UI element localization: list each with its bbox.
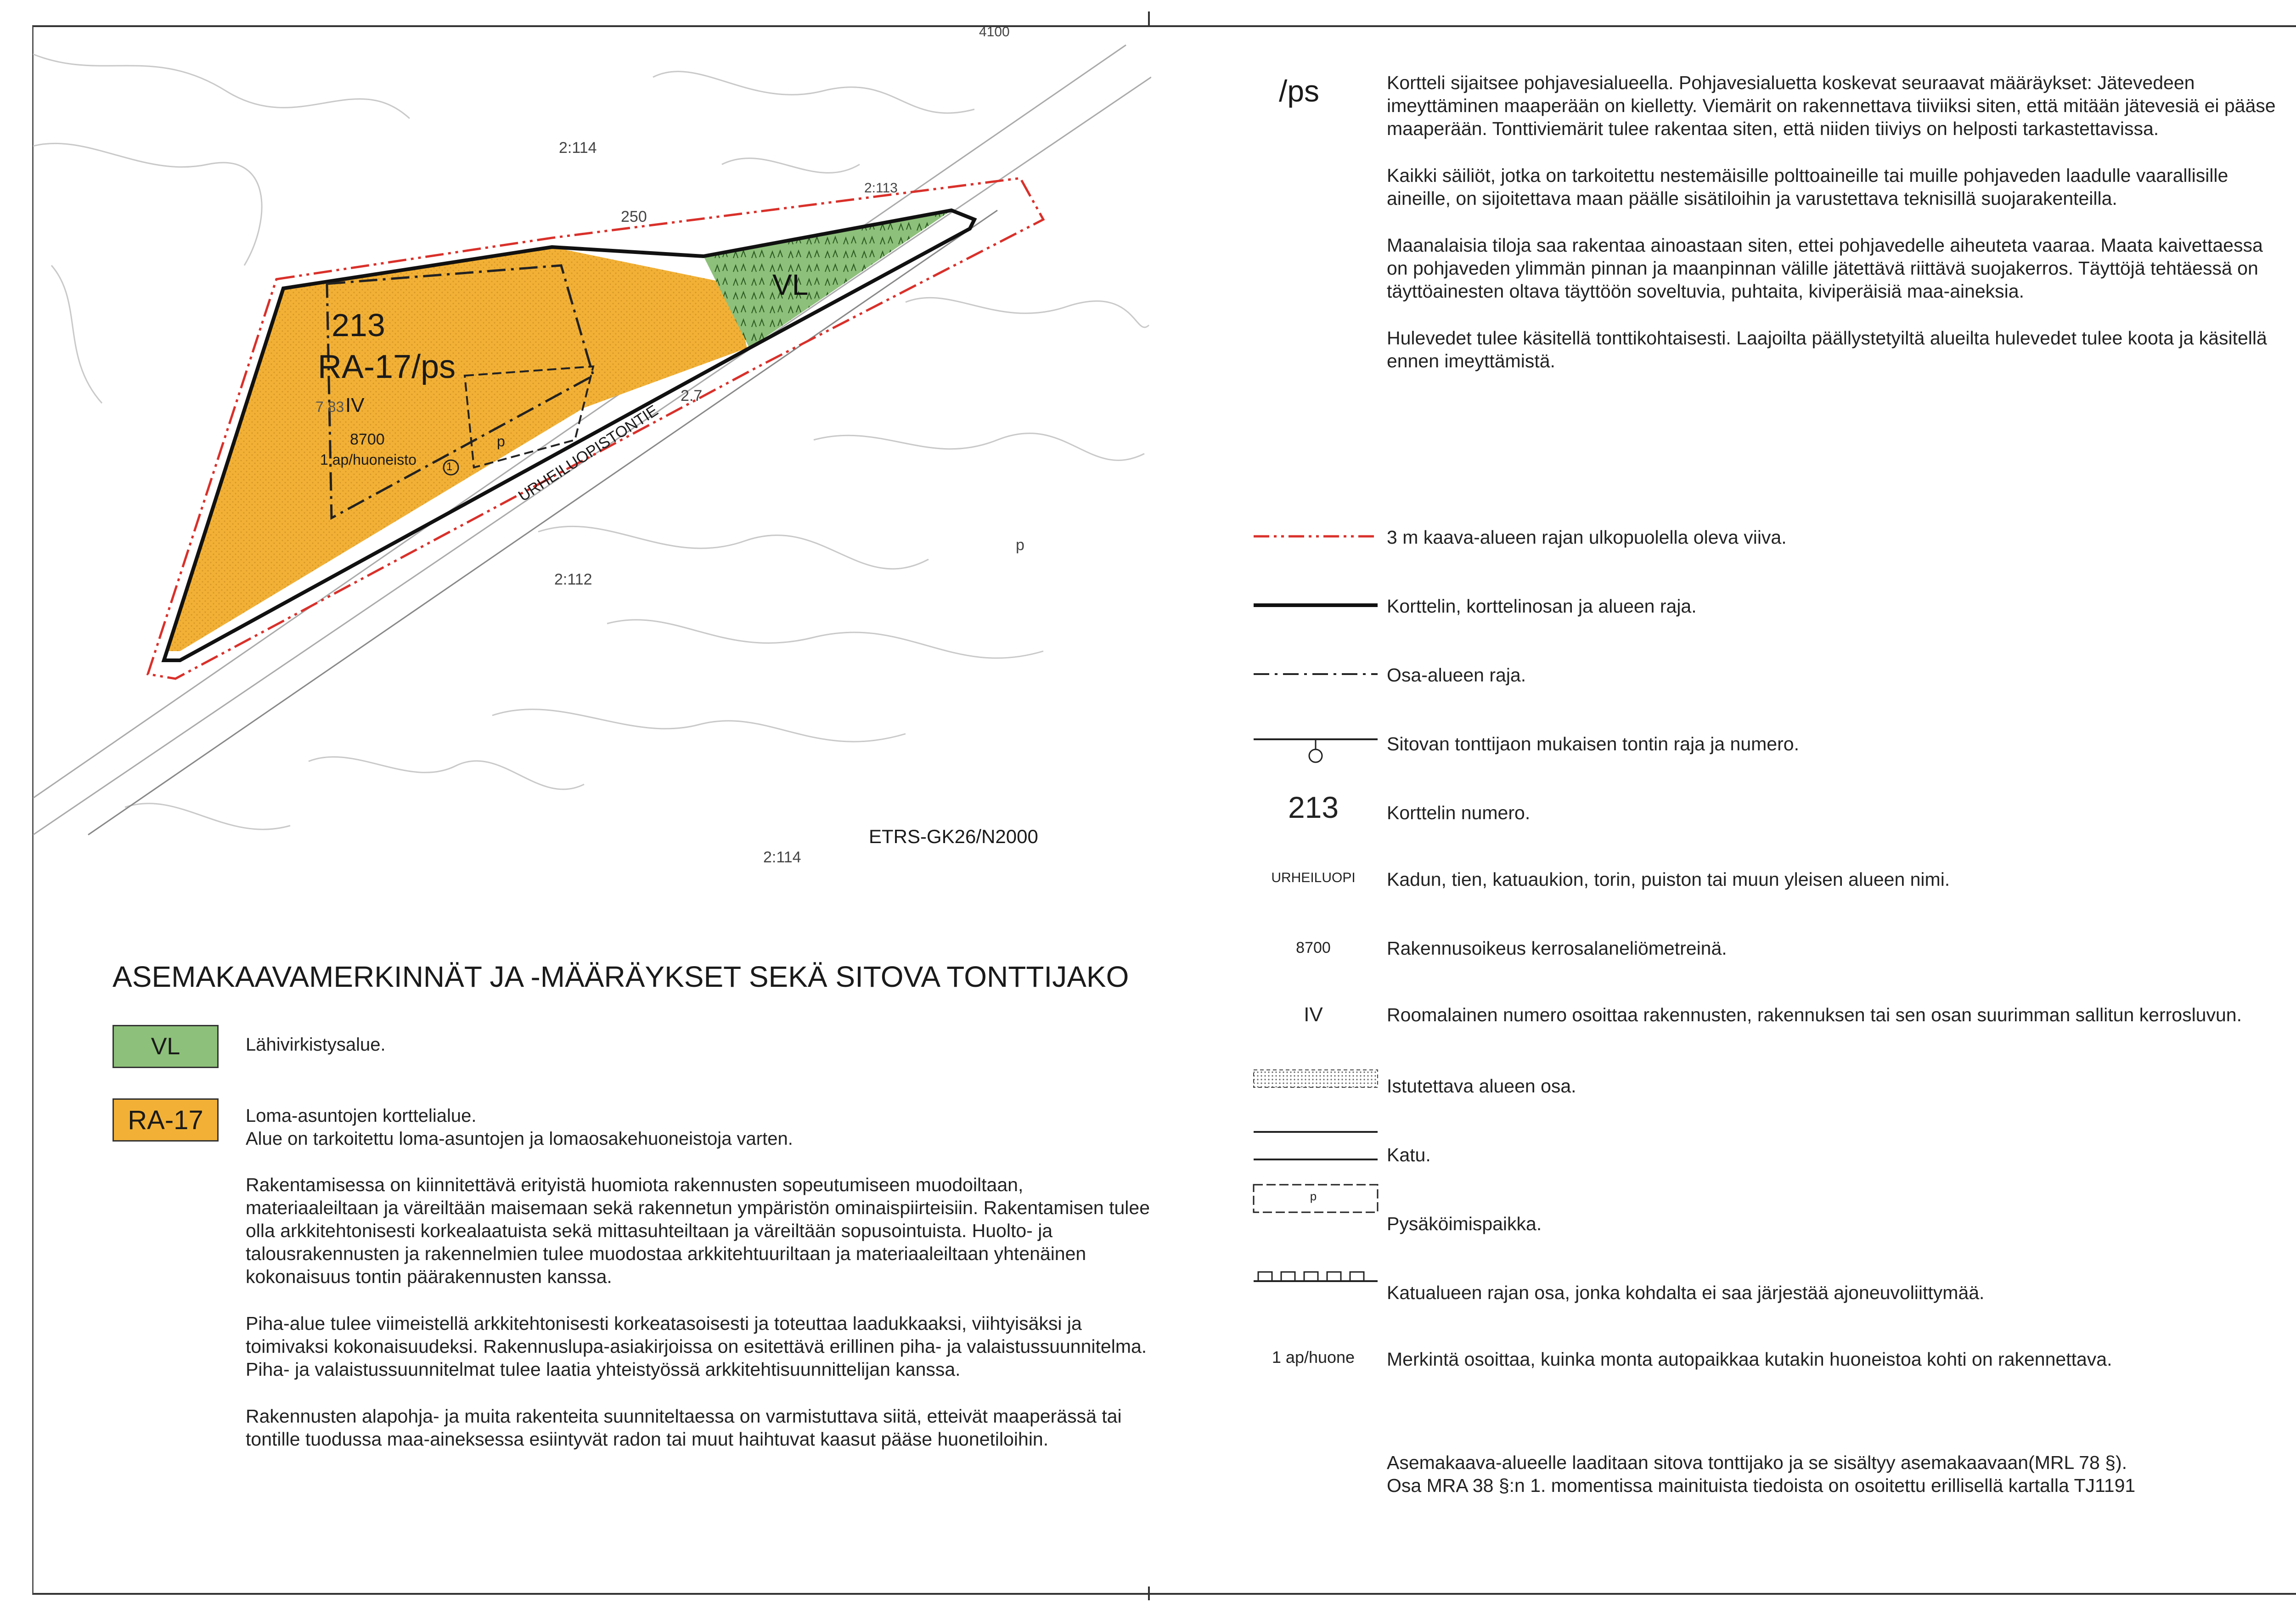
- desc-no-access: Katualueen rajan osa, jonka kohdalta ei saa järjestää ajoneuvoliittymää.: [1387, 1282, 1985, 1303]
- sym-floor-area: 8700: [1296, 939, 1331, 956]
- ra-line1: Loma-asuntojen korttelialue.: [246, 1106, 477, 1126]
- sym-street-name: URHEILUOPI: [1271, 870, 1356, 885]
- map-floor-area: 8700: [350, 431, 385, 448]
- map-road-top: 4100: [979, 27, 1010, 39]
- tonttijako-line1: Asemakaava-alueelle laaditaan sitova tonttijako ja se sisältyy asemakaavaan(MRL 78 §).: [1387, 1452, 2127, 1473]
- map-street-name: URHEILUOPISTONTIE: [515, 401, 662, 505]
- desc-block-line: Korttelin, korttelinosan ja alueen raja.: [1387, 596, 1697, 617]
- map-parcel-d: 2:114: [763, 849, 801, 866]
- sym-no-access: [1254, 1272, 1378, 1281]
- sheet-tick-top: [1148, 11, 1150, 25]
- map-parking-rule: 1 ap/huoneisto: [320, 451, 416, 468]
- ra-legend-block: [246, 1104, 1164, 1474]
- ps-paragraph-4: Hulevedet tulee käsitellä tonttikohtaisesti. Laajoilta päällystetyiltä alueilta hulevedet tulee koota ja käsitellä ennen imeyttämistä.: [1387, 327, 2267, 371]
- sheet-tick-bottom: [1148, 1586, 1150, 1600]
- ra-badge-text: RA-17: [128, 1105, 203, 1135]
- map-zone-area: 7 83: [315, 399, 344, 415]
- desc-street-name: Kadun, tien, katuaukion, torin, puiston tai muun yleisen alueen nimi.: [1387, 869, 1950, 890]
- desc-planting: Istutettava alueen osa.: [1387, 1075, 1576, 1097]
- ra-line2: Alue on tarkoitettu loma-asuntojen ja lomaosakehuoneistoja varten.: [246, 1129, 793, 1149]
- desc-parking-rule: Merkintä osoittaa, kuinka monta autopaikkaa kutakin huoneistoa kohti on rakennettava.: [1387, 1349, 2112, 1370]
- map-plot-number: 1: [446, 461, 453, 473]
- desc-plot-line: Sitovan tonttijaon mukaisen tontin raja ja numero.: [1387, 733, 1799, 754]
- desc-block-number: Korttelin numero.: [1387, 802, 1531, 823]
- desc-street: Katu.: [1387, 1144, 1431, 1165]
- map-parcel-c: 2:112: [554, 571, 592, 588]
- map-coord-system: ETRS-GK26/N2000: [869, 826, 1038, 847]
- ra-paragraph-2: Piha-alue tulee viimeistellä arkkitehtonisesti korkeatasoisesti ja toteuttaa laadukkaaksi, viihtyisäksi ja toimivaksi kokonaisuudeksi. Rakennuslupa-asiakirjoissa on esitettävä erillinen piha- ja valaistussuunnitelma. Piha- ja valaistussuunnitelmat tulee laatia yhteistyössä arkkitehtisuunnittelijan kanssa.: [246, 1313, 1147, 1380]
- tonttijako-note: [1387, 1451, 2296, 1497]
- map-zone-code: RA-17/ps: [318, 349, 456, 385]
- legend-symbols: [1249, 523, 1382, 1405]
- sym-planting-area: [1254, 1070, 1378, 1087]
- sym-plot-line: [1254, 739, 1378, 762]
- vl-legend-text: Lähivirkistysalue.: [246, 1035, 386, 1055]
- ps-paragraph-1: Kortteli sijaitsee pohjavesialueella. Pohjavesialuetta koskevat seuraavat määräykset: Jätevedeen imeyttäminen maaperään on kielletty. Viemärit on rakennettava tiiviiksi siten, että mitään jätevesiä ei pääse maaperään. Tonttiviemärit tulee rakentaa siten, että niiden tiiviys on helposti tarkastettavissa.: [1387, 72, 2276, 139]
- planting-area: [166, 247, 747, 651]
- ra-legend-badge: [113, 1098, 219, 1142]
- tonttijako-line2: Osa MRA 38 §:n 1. momentissa mainituista tiedoista on osoitettu erillisellä kartalla TJ1191: [1387, 1475, 2136, 1496]
- zoning-map: [33, 27, 1151, 890]
- sym-street: [1254, 1132, 1378, 1159]
- desc-parking: Pysäköimispaikka.: [1387, 1213, 1542, 1234]
- ps-paragraph-2: Kaikki säiliöt, jotka on tarkoitettu nestemäisille polttoaineille tai muille pohjaveden laadulle vaarallisille aineille, on sijoitettava maan päälle sisätiloihin ja varustettava teknisillä suojarakenteilla.: [1387, 165, 2228, 209]
- sym-parking-rule: 1 ap/huone: [1272, 1348, 1355, 1367]
- map-p-symbol: p: [1016, 536, 1024, 554]
- map-parking-label: p: [497, 433, 505, 450]
- ps-symbol: /ps: [1279, 74, 1320, 108]
- legend-heading: ASEMAKAAVAMERKINNÄT JA -MÄÄRÄYKSET SEKÄ SITOVA TONTTIJAKO: [113, 960, 1129, 993]
- ps-regulations: [1387, 71, 2287, 396]
- ra-paragraph-1: Rakentamisessa on kiinnitettävä erityistä huomiota rakennusten sopeutumiseen muodoiltaan, materiaaleiltaan ja väreiltään maisemaan sekä rakennetun ympäristön ominaispiirteisiin. Rakentamisen tulee olla arkkitehtonisesti korkealaatuista sekä mittasuhteiltaan ja väreiltään sopusointuista. Huolto- ja talousrakennusten ja rakennelmien tulee muodostaa arkkitehtuuriltaan ja materiaaleiltaan yhtenäinen kokonaisuus tontin päärakennusten kanssa.: [246, 1174, 1150, 1287]
- map-parcel-a: 2:114: [559, 139, 597, 157]
- desc-floor-area: Rakennusoikeus kerrosalaneliömetreinä.: [1387, 938, 1727, 959]
- map-floors: IV: [345, 394, 365, 416]
- sym-parking-p: p: [1310, 1189, 1317, 1203]
- sym-floors: IV: [1304, 1003, 1323, 1026]
- ra-paragraph-3: Rakennusten alapohja- ja muita rakenteita suunniteltaessa on varmistuttava siitä, etteivät maaperässä tai tontille tuodussa maa-aineksessa esiintyvät radon tai muut haihtuvat kaasut pääse huonetiloihin.: [246, 1406, 1122, 1450]
- ps-paragraph-3: Maanalaisia tiloja saa rakentaa ainoastaan siten, ettei pohjavedelle aiheuteta vaaraa. Maata kaivettaessa on pohjaveden ylimmän pinnan ja maanpinnan välille jätettävä riittävä suojakerros. Täyttöjä tehtäessä on täyttöainesten oltava täyttöön soveltuvia, puhtaita, kiviperäisiä maa-aineksia.: [1387, 235, 2263, 302]
- map-parcel-b: 2:113: [864, 180, 898, 196]
- map-dim-27: 2.7: [681, 387, 703, 405]
- vl-legend-badge: [113, 1025, 219, 1068]
- desc-subarea-line: Osa-alueen raja.: [1387, 664, 1526, 686]
- map-dim-250: 250: [621, 208, 647, 225]
- map-block-number: 213: [332, 307, 385, 343]
- vl-badge-text: VL: [151, 1033, 180, 1060]
- sym-block-number: 213: [1288, 790, 1339, 824]
- map-vl-label: VL: [772, 268, 809, 301]
- desc-floors: Roomalainen numero osoittaa rakennusten, rakennuksen tai sen osan suurimman sallitun kerrosluvun.: [1387, 1004, 2242, 1025]
- desc-red-line: 3 m kaava-alueen rajan ulkopuolella oleva viiva.: [1387, 527, 1787, 548]
